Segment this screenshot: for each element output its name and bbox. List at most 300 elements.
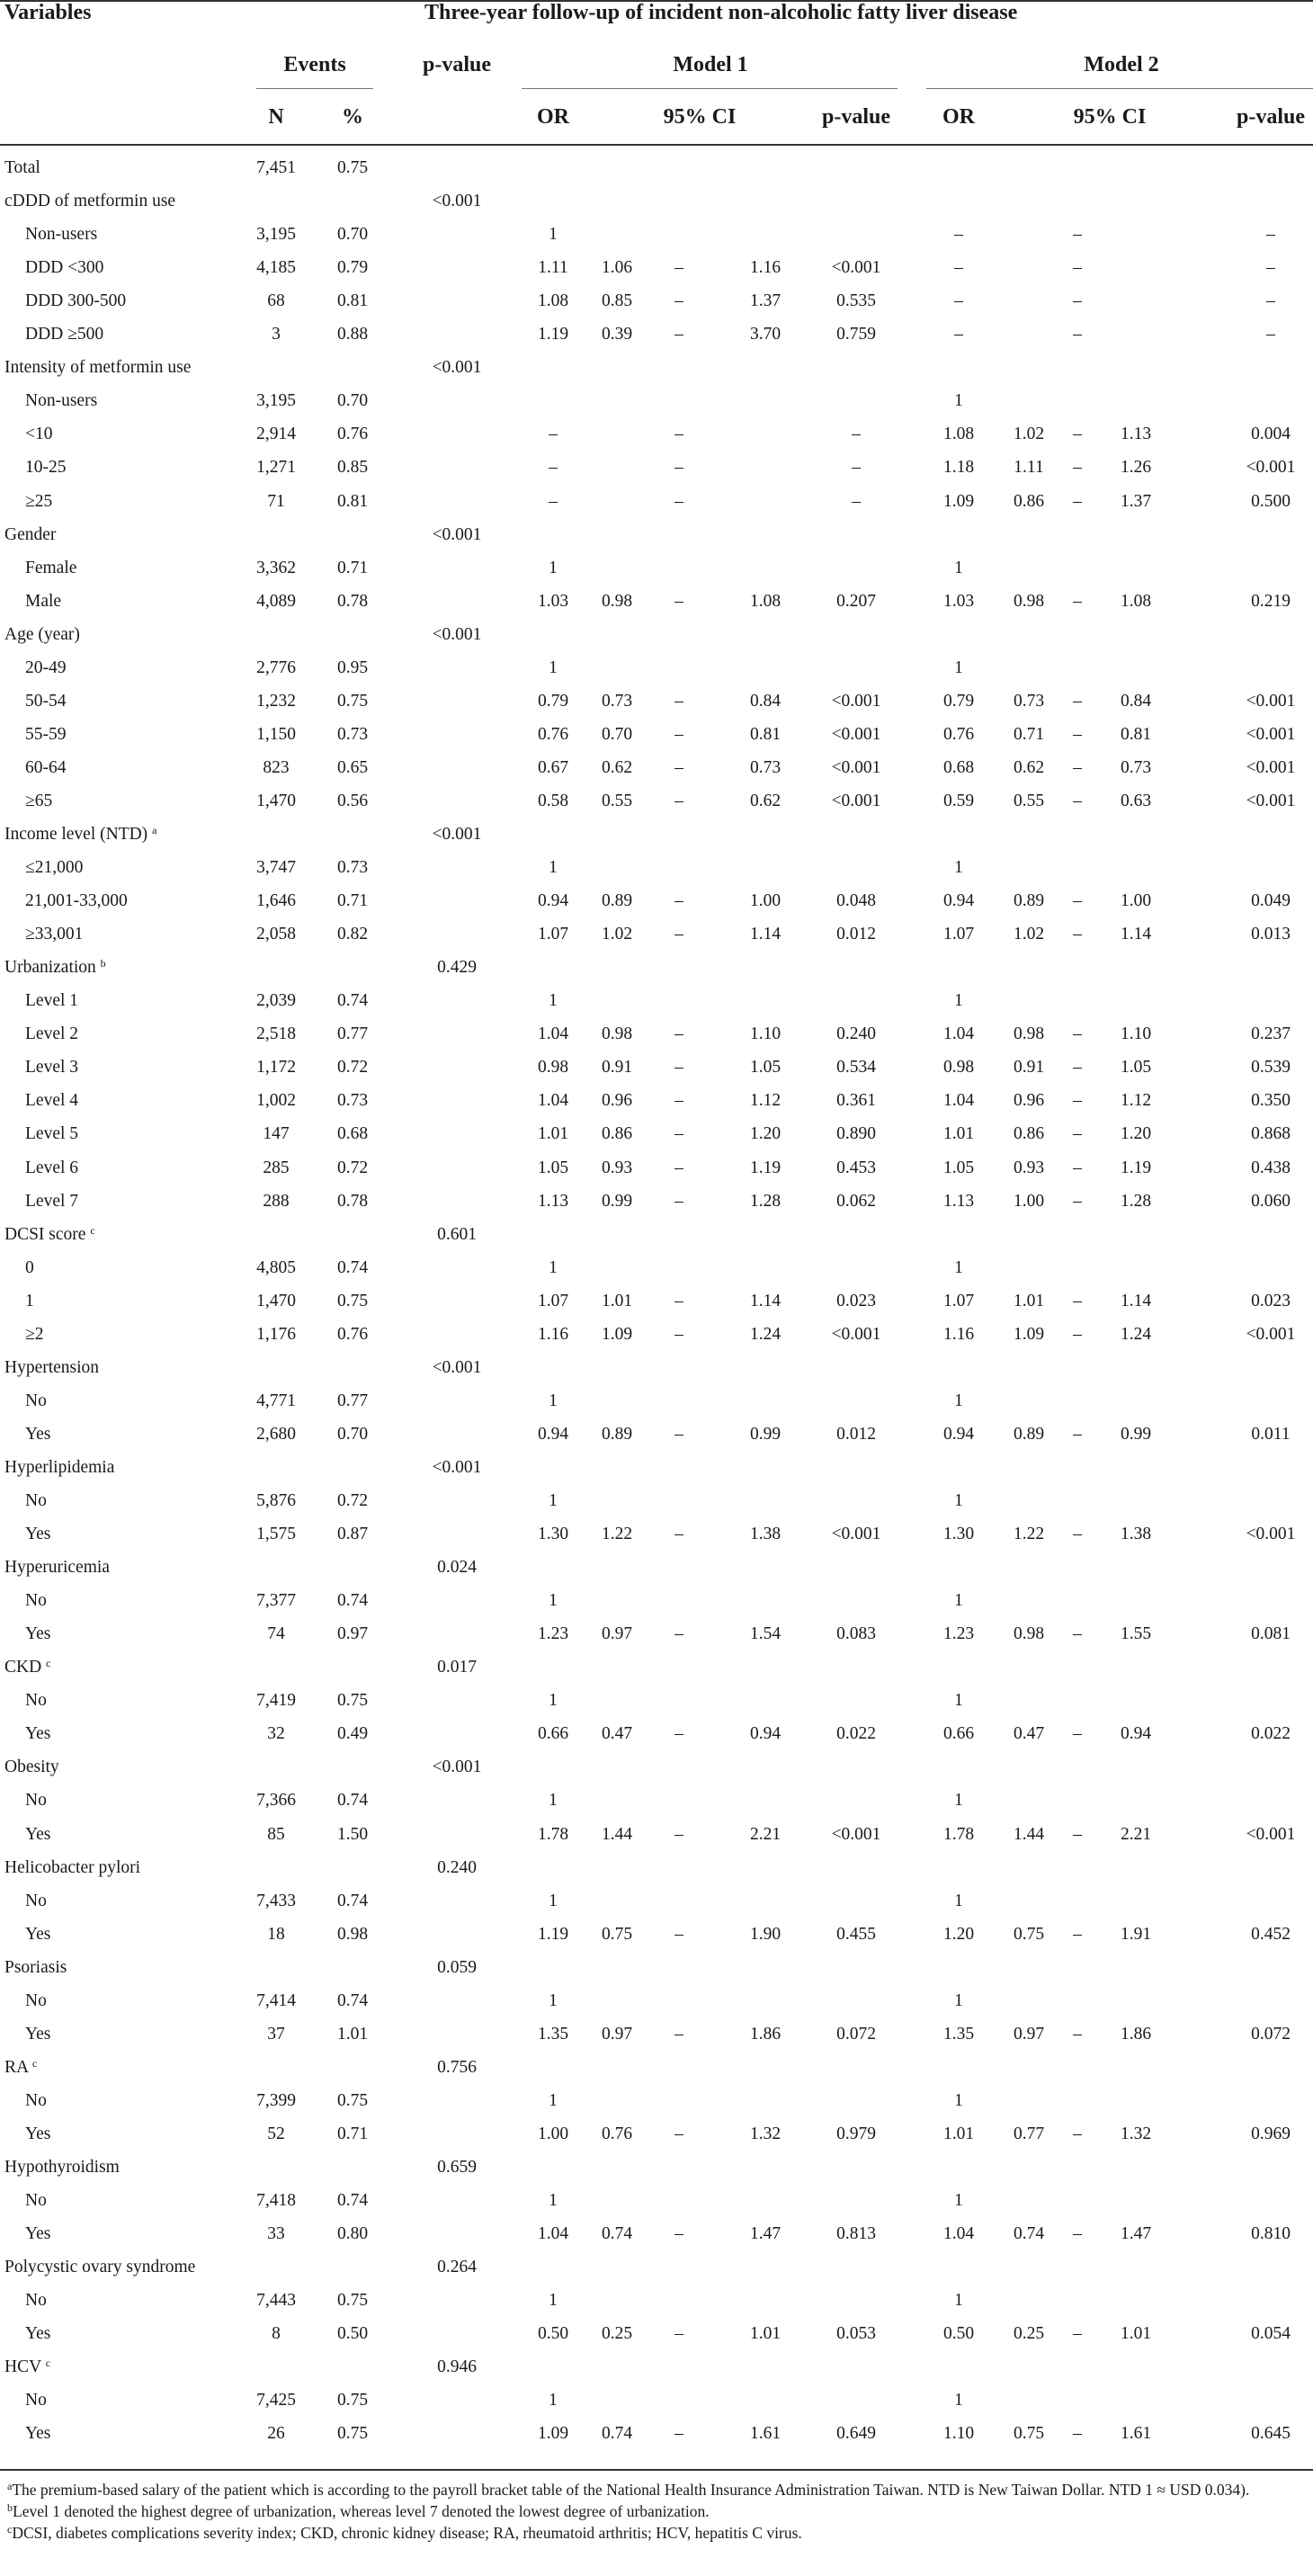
row-label-text: No [25, 1791, 47, 1811]
m2-pvalue-cell: 0.004 [1251, 425, 1291, 444]
row-label-text: No [25, 1491, 47, 1510]
m2-pvalue-header: p-value [1236, 105, 1306, 129]
m1-ci-low-cell: 0.70 [601, 724, 633, 744]
footnote-b-mark: b [7, 2501, 13, 2514]
m2-ci-low-cell: 1.02 [1013, 425, 1045, 444]
row-label-text: Age (year) [4, 624, 80, 644]
m2-pvalue-cell: – [1266, 291, 1275, 311]
row-label [25, 791, 52, 812]
m1-pvalue-cell: 0.053 [836, 2324, 876, 2344]
row-label [25, 224, 97, 246]
row-label [4, 1224, 95, 1246]
m2-pvalue-cell: 0.438 [1251, 1158, 1291, 1177]
m1-or-cell: 1 [549, 858, 558, 878]
row-label-text: Urbanization [4, 958, 96, 978]
row-label-text: Yes [25, 2024, 51, 2044]
row-label [25, 1424, 50, 1445]
row-label-text: Yes [25, 1424, 51, 1444]
m2-pvalue-cell: 0.013 [1251, 925, 1291, 944]
m1-ci-low-cell: 0.55 [601, 791, 633, 810]
m1-ci-dash-cell: – [674, 925, 683, 944]
events-n-cell: 288 [263, 1191, 290, 1211]
m2-pvalue-cell: 0.810 [1251, 2224, 1291, 2244]
m2-ci-high-cell: 2.21 [1120, 1824, 1152, 1844]
row-label-text: 1 [25, 1291, 34, 1310]
row-label-text: Psoriasis [4, 1957, 67, 1977]
row-label-text: cDDD of metformin use [4, 192, 176, 211]
m2-or-cell: – [954, 325, 963, 344]
pvalue-cell: 0.946 [437, 2357, 477, 2377]
m2-ci-dash-cell: – [1073, 2024, 1082, 2044]
events-pct-cell: 0.81 [336, 291, 369, 311]
events-pct-cell: 0.74 [336, 2191, 369, 2211]
row-label-text: Level 7 [25, 1191, 79, 1211]
m1-ci-high-cell: 1.38 [749, 1525, 782, 1544]
m2-ci-low-cell: 0.91 [1013, 1058, 1045, 1078]
m2-pvalue-cell: 0.350 [1251, 1091, 1291, 1111]
events-n-cell: 823 [263, 757, 290, 777]
m2-ci-dash-cell: – [1073, 2424, 1082, 2444]
model2-header: Model 2 [1084, 53, 1159, 76]
m1-or-cell: 1.23 [537, 1624, 569, 1644]
row-label [25, 1057, 78, 1078]
row-label [25, 1158, 78, 1179]
m1-ci-low-cell: 0.73 [601, 691, 633, 711]
pvalue-cell: <0.001 [432, 1457, 482, 1477]
m1-or-cell: 1 [549, 225, 558, 245]
m1-ci-dash-cell: – [674, 1124, 683, 1144]
events-pct-cell: 0.76 [336, 425, 369, 444]
row-label-footnote-mark: c [45, 2357, 51, 2370]
m2-or-cell: 1.03 [942, 591, 975, 611]
m2-pvalue-cell: 0.645 [1251, 2424, 1291, 2444]
m1-ci-dash-cell: – [674, 325, 683, 344]
row-label-text: Hyperlipidemia [4, 1457, 115, 1477]
row-label [4, 957, 106, 979]
events-pct-cell: 0.65 [336, 757, 369, 777]
events-pct-cell: 0.75 [336, 1691, 369, 1711]
m1-ci-dash-cell: – [674, 591, 683, 611]
m1-pvalue-cell: 0.535 [836, 291, 876, 311]
m2-pvalue-cell: 0.219 [1251, 591, 1291, 611]
events-pct-cell: 0.72 [336, 1491, 369, 1510]
events-n-cell: 147 [263, 1124, 290, 1144]
m1-or-cell: 1.04 [537, 1091, 569, 1111]
events-n-cell: 7,443 [256, 2291, 296, 2311]
events-n-cell: 26 [267, 2424, 285, 2444]
row-label [25, 2024, 50, 2045]
row-label [25, 491, 52, 513]
pvalue-cell: <0.001 [432, 624, 482, 644]
m2-ci-low-cell: 0.73 [1013, 691, 1045, 711]
events-pct-cell: 0.78 [336, 1191, 369, 1211]
table-bottom-rule [0, 2469, 1313, 2471]
m1-or-cell: 1.05 [537, 1158, 569, 1177]
m2-pvalue-cell: – [1266, 325, 1275, 344]
row-label-text: Income level (NTD) [4, 825, 148, 844]
m1-or-cell: 1.03 [537, 591, 569, 611]
events-n-cell: 68 [267, 291, 285, 311]
m1-ci-high-cell: 0.62 [749, 791, 782, 810]
m1-ci-high-cell: 1.24 [749, 1324, 782, 1344]
row-label [25, 1191, 78, 1212]
m2-ci-high-cell: 1.38 [1120, 1525, 1152, 1544]
m2-ci-low-cell: 0.62 [1013, 757, 1045, 777]
row-label [25, 1824, 50, 1846]
m2-ci-high-cell: 1.10 [1120, 1024, 1152, 1044]
m2-ci-high-cell: 1.32 [1120, 2124, 1152, 2143]
m2-ci-dash-cell: – [1073, 591, 1082, 611]
m2-ci-dash-cell: – [1073, 2124, 1082, 2143]
m2-pvalue-cell: 0.868 [1251, 1124, 1291, 1144]
m1-pvalue-cell: – [852, 425, 861, 444]
m2-ci-high-cell: 1.19 [1120, 1158, 1152, 1177]
row-label [25, 457, 67, 479]
m2-or-cell: 1.05 [942, 1158, 975, 1177]
m1-ci-high-cell: 1.28 [749, 1191, 782, 1211]
events-n-cell: 7,425 [256, 2391, 296, 2411]
m2-or-cell: 1.35 [942, 2024, 975, 2044]
m2-pvalue-cell: <0.001 [1246, 691, 1296, 711]
row-label-text: Yes [25, 2224, 51, 2244]
row-label [25, 1590, 47, 1612]
row-label-text: Level 6 [25, 1158, 79, 1177]
events-pct-cell: 0.75 [336, 1291, 369, 1310]
m1-ci-high-cell: 2.21 [749, 1824, 782, 1844]
row-label-text: Hyperuricemia [4, 1558, 110, 1578]
m1-ci-low-cell: 0.93 [601, 1158, 633, 1177]
row-label [25, 890, 128, 912]
row-label [4, 357, 191, 379]
m1-ci-dash-cell: – [674, 1824, 683, 1844]
m2-pvalue-cell: – [1266, 258, 1275, 278]
m1-pvalue-cell: 0.979 [836, 2124, 876, 2143]
events-n-cell: 4,185 [256, 258, 296, 278]
events-n-cell: 32 [267, 1724, 285, 1744]
row-label [4, 824, 156, 845]
events-pct-cell: 0.68 [336, 1124, 369, 1144]
model1-header: Model 1 [673, 53, 748, 76]
m1-or-cell: 0.94 [537, 1424, 569, 1444]
m1-ci-high-cell: 1.16 [749, 258, 782, 278]
pvalue-cell: <0.001 [432, 1357, 482, 1377]
m2-ci-high-cell: 0.94 [1120, 1724, 1152, 1744]
m1-ci-dash-cell: – [674, 1324, 683, 1344]
events-n-cell: 1,176 [256, 1324, 296, 1344]
events-pct-cell: 0.87 [336, 1525, 369, 1544]
m2-or-cell: 1 [954, 858, 963, 878]
row-label-text: Gender [4, 524, 57, 544]
m2-ci-high-cell: 1.86 [1120, 2024, 1152, 2044]
m1-pvalue-cell: 0.455 [836, 1924, 876, 1944]
m2-ci-high-cell: 1.26 [1120, 458, 1152, 478]
events-n-cell: 2,914 [256, 425, 296, 444]
m2-ci-dash-cell: – [1073, 1824, 1082, 1844]
m2-or-cell: 1 [954, 391, 963, 411]
m1-or-cell: 1.04 [537, 1024, 569, 1044]
m2-ci-low-cell: 0.89 [1013, 1424, 1045, 1444]
row-label [25, 257, 103, 279]
row-label [4, 1957, 67, 1979]
m1-ci-high-cell: 1.12 [749, 1091, 782, 1111]
m1-pvalue-cell: 0.207 [836, 591, 876, 611]
m2-pvalue-cell: <0.001 [1246, 757, 1296, 777]
m1-ci-dash-cell: – [674, 1424, 683, 1444]
row-label [25, 591, 61, 613]
events-n-cell: 7,451 [256, 158, 296, 177]
m1-or-cell: 1 [549, 1990, 558, 2010]
m2-pvalue-cell: <0.001 [1246, 1525, 1296, 1544]
m2-ci-dash-cell: – [1073, 1424, 1082, 1444]
m2-ci-high-cell: 1.05 [1120, 1058, 1152, 1078]
m2-or-cell: 1 [954, 657, 963, 677]
row-label [25, 2124, 50, 2145]
events-n-cell: 2,776 [256, 657, 296, 677]
m2-ci-low-cell: 1.44 [1013, 1824, 1045, 1844]
m1-pvalue-cell: – [852, 491, 861, 511]
m1-or-cell: 1.01 [537, 1124, 569, 1144]
row-label [25, 424, 53, 445]
m1-pvalue-cell: 0.012 [836, 1424, 876, 1444]
row-label-text: <10 [25, 425, 53, 444]
m1-pvalue-cell: <0.001 [831, 1824, 881, 1844]
m2-or-cell: 1 [954, 2291, 963, 2311]
m2-ci-dash-cell: – [1073, 1058, 1082, 1078]
row-label-text: ≤21,000 [25, 858, 84, 878]
m1-pvalue-cell: 0.453 [836, 1158, 876, 1177]
m1-or-cell: 1 [549, 1491, 558, 1510]
m1-or-cell: 0.79 [537, 691, 569, 711]
events-n-cell: 1,470 [256, 1291, 296, 1310]
m1-ci-low-cell: 0.86 [601, 1124, 633, 1144]
events-pct-cell: 0.71 [336, 891, 369, 911]
m2-pvalue-cell: 0.081 [1251, 1624, 1291, 1644]
row-label [25, 2423, 50, 2445]
row-label [25, 1891, 47, 1912]
row-label-text: 50-54 [25, 691, 67, 711]
m1-ci-low-cell: 0.96 [601, 1091, 633, 1111]
row-label-footnote-mark: c [90, 1223, 95, 1237]
m2-or-cell: 1 [954, 1691, 963, 1711]
m2-or-cell: 1.04 [942, 1091, 975, 1111]
m2-ci-dash-cell: – [1073, 458, 1082, 478]
events-n-cell: 85 [267, 1824, 285, 1844]
m2-ci-high-cell: 1.08 [1120, 591, 1152, 611]
m1-ci-dash-cell: – [674, 425, 683, 444]
m1-ci-high-cell: 1.00 [749, 891, 782, 911]
events-n-cell: 4,089 [256, 591, 296, 611]
m2-ci-low-cell: 0.86 [1013, 491, 1045, 511]
m1-ci-dash-cell: – [674, 691, 683, 711]
m1-or-cell: 1.04 [537, 2224, 569, 2244]
m2-or-cell: 1.10 [942, 2424, 975, 2444]
m2-ci-dash-cell: – [1073, 1124, 1082, 1144]
m1-or-cell: 1.11 [538, 258, 568, 278]
m1-ci-dash-cell: – [674, 258, 683, 278]
m1-ci-low-cell: 1.44 [601, 1824, 633, 1844]
m2-or-cell: 0.98 [942, 1058, 975, 1078]
row-label [25, 1723, 50, 1745]
row-label [25, 2323, 50, 2345]
m1-ci-dash-cell: – [674, 2224, 683, 2244]
m2-pvalue-cell: 0.452 [1251, 1924, 1291, 1944]
row-label [4, 2357, 50, 2378]
m1-or-cell: 1 [549, 657, 558, 677]
m1-or-cell: 1 [549, 2291, 558, 2311]
m1-or-cell: 0.67 [537, 757, 569, 777]
m1-ci-low-cell: 1.06 [601, 258, 633, 278]
m2-ci-high-cell: 1.28 [1120, 1191, 1152, 1211]
m1-pvalue-cell: <0.001 [831, 791, 881, 810]
events-pct-cell: 0.73 [336, 858, 369, 878]
m2-ci-dash-cell: – [1073, 1624, 1082, 1644]
m2-ci-dash-cell: – [1073, 891, 1082, 911]
m1-ci-dash-cell: – [674, 757, 683, 777]
m1-pvalue-cell: 0.012 [836, 925, 876, 944]
m2-ci-low-cell: 0.71 [1013, 724, 1045, 744]
events-pct-cell: 0.74 [336, 1891, 369, 1910]
events-pct-cell: 0.97 [336, 1624, 369, 1644]
m2-pvalue-cell: <0.001 [1246, 1824, 1296, 1844]
row-label [4, 191, 175, 212]
row-label [25, 1623, 50, 1645]
m2-or-cell: 1 [954, 991, 963, 1011]
m1-pvalue-header: p-value [821, 105, 891, 129]
row-label-text: ≥65 [25, 791, 53, 810]
m2-pvalue-cell: 0.072 [1251, 2024, 1291, 2044]
m1-ci-low-cell: 0.97 [601, 2024, 633, 2044]
m2-ci-low-cell: 0.25 [1013, 2324, 1045, 2344]
m1-ci-dash-cell: – [674, 2024, 683, 2044]
m1-ci-low-cell: 0.47 [601, 1724, 633, 1744]
m2-ci-low-cell: 0.74 [1013, 2224, 1045, 2244]
m1-pvalue-cell: <0.001 [831, 724, 881, 744]
m1-ci-high-cell: 0.84 [749, 691, 782, 711]
m2-or-cell: 1 [954, 1990, 963, 2010]
m2-ci-dash-cell: – [1073, 691, 1082, 711]
m1-or-cell: 1.07 [537, 1291, 569, 1310]
events-n-cell: 3,747 [256, 858, 296, 878]
m2-ci-dash-cell: – [1073, 2224, 1082, 2244]
m2-pvalue-cell: <0.001 [1246, 791, 1296, 810]
events-n-cell: 8 [272, 2324, 281, 2344]
m1-ci-dash-cell: – [674, 2124, 683, 2143]
m2-ci-dash-cell: – [1073, 2324, 1082, 2344]
m2-ci-header: 95% CI [1073, 105, 1147, 129]
m1-or-cell: 1.16 [537, 1324, 569, 1344]
row-label-text: Level 3 [25, 1058, 79, 1078]
m2-ci-dash-cell: – [1073, 1724, 1082, 1744]
row-label-text: Helicobacter pylori [4, 1857, 141, 1877]
row-label-text: Yes [25, 2424, 51, 2444]
events-pct-cell: 0.72 [336, 1058, 369, 1078]
pvalue-cell: 0.429 [437, 958, 477, 978]
events-n-cell: 52 [267, 2124, 285, 2143]
m2-ci-high-cell: 0.73 [1120, 757, 1152, 777]
events-n-cell: 3,195 [256, 391, 296, 411]
row-label-text: 21,001-33,000 [25, 891, 128, 911]
m2-ci-dash-cell: – [1073, 225, 1082, 245]
m2-ci-dash-cell: – [1073, 925, 1082, 944]
events-n-cell: 7,419 [256, 1691, 296, 1711]
m1-ci-low-cell: 0.75 [601, 1924, 633, 1944]
m2-pvalue-cell: 0.500 [1251, 491, 1291, 511]
m2-ci-dash-cell: – [1073, 1024, 1082, 1044]
m1-ci-low-cell: 0.74 [601, 2224, 633, 2244]
row-label-footnote-mark: c [31, 2056, 38, 2070]
row-label-text: DDD <300 [25, 258, 104, 278]
m2-pvalue-cell: 0.049 [1251, 891, 1291, 911]
row-label [25, 1690, 47, 1712]
m1-or-cell: 1 [549, 1257, 558, 1277]
pvalue-cell: 0.059 [437, 1957, 477, 1977]
m1-ci-high-cell: 1.14 [749, 925, 782, 944]
m2-ci-low-cell: 0.77 [1013, 2124, 1045, 2143]
row-label-text: Yes [25, 1624, 51, 1644]
m1-ci-low-cell: 0.89 [601, 1424, 633, 1444]
m1-ci-high-cell: 1.14 [749, 1291, 782, 1310]
m1-ci-high-cell: 1.54 [749, 1624, 782, 1644]
row-label [25, 1391, 47, 1412]
m2-or-cell: 1 [954, 1257, 963, 1277]
row-label [25, 2290, 47, 2312]
m2-pvalue-cell: 0.237 [1251, 1024, 1291, 1044]
pct-header: % [342, 105, 363, 129]
m1-ci-dash-cell: – [674, 1091, 683, 1111]
m2-or-cell: 1 [954, 1391, 963, 1410]
m2-ci-high-cell: 1.24 [1120, 1324, 1152, 1344]
m1-pvalue-cell: 0.361 [836, 1091, 876, 1111]
pvalue-cell: <0.001 [432, 1758, 482, 1777]
row-label [25, 657, 67, 679]
m2-ci-low-cell: 0.96 [1013, 1091, 1045, 1111]
events-pct-cell: 0.74 [336, 1990, 369, 2010]
m2-pvalue-cell: 0.539 [1251, 1058, 1291, 1078]
m1-ci-high-cell: 1.08 [749, 591, 782, 611]
m1-ci-high-cell: 1.32 [749, 2124, 782, 2143]
events-pct-cell: 0.72 [336, 1158, 369, 1177]
m1-ci-high-cell: 1.05 [749, 1058, 782, 1078]
m2-or-cell: 1 [954, 2090, 963, 2110]
m1-or-cell: 0.94 [537, 891, 569, 911]
m2-or-cell: 1.13 [942, 1191, 975, 1211]
row-label-text: Yes [25, 1724, 51, 1744]
pvalue-cell: 0.240 [437, 1857, 477, 1877]
m1-or-cell: 1.08 [537, 291, 569, 311]
m2-ci-low-cell: 1.01 [1013, 1291, 1045, 1310]
row-label [25, 1324, 43, 1346]
pvalue-cell: 0.264 [437, 2258, 477, 2277]
row-label [4, 1657, 50, 1678]
m1-ci-high-cell: 1.10 [749, 1024, 782, 1044]
row-label [25, 2223, 50, 2245]
events-pct-cell: 0.75 [336, 2391, 369, 2411]
model2-underline [926, 88, 1313, 89]
row-label [25, 924, 83, 945]
row-label-text: CKD [4, 1658, 42, 1677]
m2-ci-dash-cell: – [1073, 291, 1082, 311]
footnote-c [7, 2522, 1302, 2544]
m1-ci-low-cell: 1.01 [601, 1291, 633, 1310]
row-label-footnote-mark: c [46, 1657, 51, 1670]
m2-ci-low-cell: 0.98 [1013, 1624, 1045, 1644]
m1-ci-high-cell: 1.61 [749, 2424, 782, 2444]
events-pct-cell: 0.75 [336, 2424, 369, 2444]
m1-or-cell: 1.30 [537, 1525, 569, 1544]
m2-ci-high-cell: 1.01 [1120, 2324, 1152, 2344]
footnote-a-mark: a [7, 2480, 13, 2492]
row-label-text: Yes [25, 2324, 51, 2344]
